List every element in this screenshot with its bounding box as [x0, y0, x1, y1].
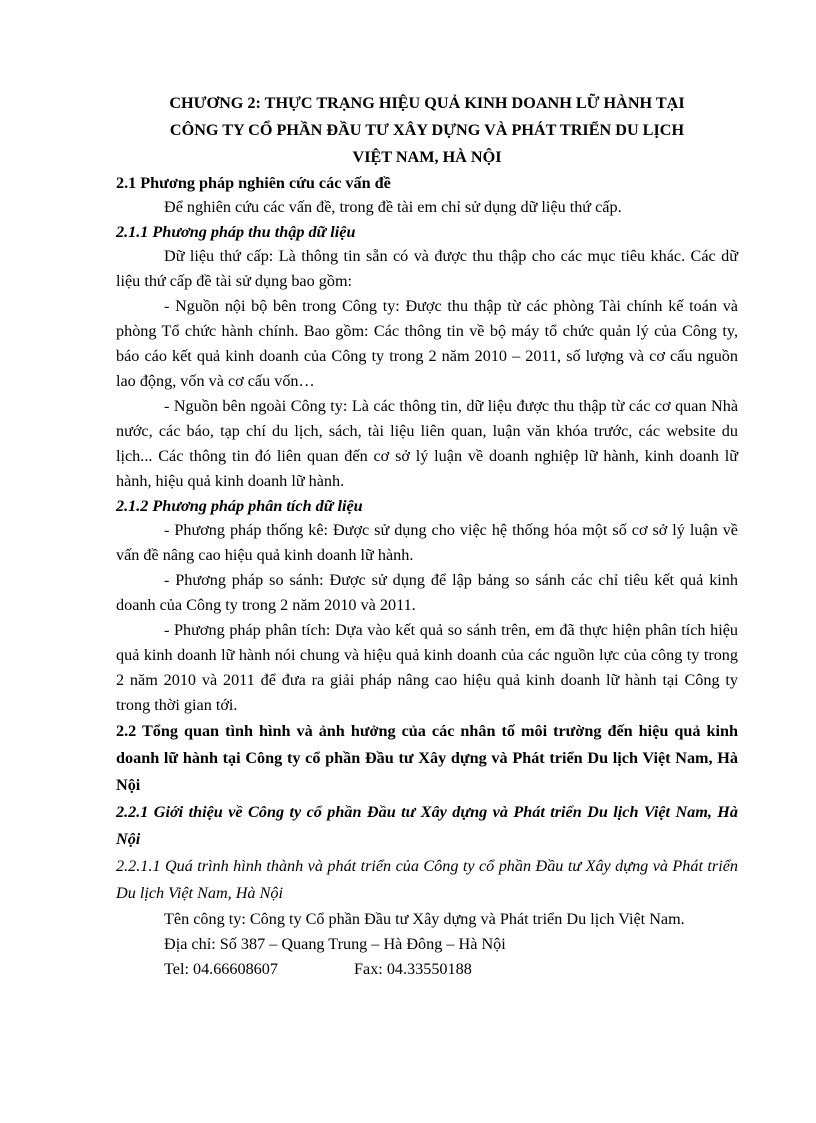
section-2-1-2-paragraph-2: - Phương pháp so sánh: Được sử dụng để lập bảng so sánh các chỉ tiêu kết quả kinh doanh của Công ty trong 2 năm 2010 và 2011.: [116, 571, 738, 614]
company-fax: Fax: 04.33550188: [354, 960, 472, 978]
section-2-1-2-heading: 2.1.2 Phương pháp phân tích dữ liệu: [116, 497, 363, 515]
section-2-2-1-1-heading: 2.2.1.1 Quá trình hình thành và phát triển của Công ty cổ phần Đầu tư Xây dựng và Phát triển Du lịch Việt Nam, Hà Nội: [116, 857, 738, 902]
section-2-2-heading: 2.2 Tổng quan tình hình và ảnh hưởng của các nhân tố môi trường đến hiệu quả kinh doanh lữ hành tại Công ty cổ phần Đầu tư Xây dựng và Phát triển Du lịch Việt Nam, Hà Nội: [116, 722, 738, 794]
company-name-line: Tên công ty: Công ty Cổ phần Đầu tư Xây dựng và Phát triển Du lịch Việt Nam.: [164, 910, 685, 928]
section-2-1-2-paragraph-1: - Phương pháp thống kê: Được sử dụng cho việc hệ thống hóa một số cơ sở lý luận về vấn đề nâng cao hiệu quả kinh doanh lữ hành.: [116, 521, 738, 564]
section-2-1-intro: Để nghiên cứu các vấn đề, trong đề tài em chỉ sử dụng dữ liệu thứ cấp.: [164, 198, 622, 216]
section-2-1-heading: 2.1 Phương pháp nghiên cứu các vấn đề: [116, 174, 391, 192]
company-tel: Tel: 04.66608607: [164, 960, 278, 978]
chapter-title-line-1: CHƯƠNG 2: THỰC TRẠNG HIỆU QUẢ KINH DOANH LỮ HÀNH TẠI: [169, 94, 685, 112]
section-2-1-1-paragraph-2: - Nguồn nội bộ bên trong Công ty: Được thu thập từ các phòng Tài chính kế toán và phòng Tổ chức hành chính. Bao gồm: Các thông tin về bộ máy tổ chức quản lý của Công ty, báo cáo kết quả kinh doanh của Công ty trong 2 năm 2010 – 2011, số lượng và cơ cấu nguồn lao động, vốn và cơ cấu vốn…: [116, 297, 738, 390]
document-page: [116, 90, 738, 982]
chapter-title-line-2: CÔNG TY CỔ PHẦN ĐẦU TƯ XÂY DỰNG VÀ PHÁT TRIỂN DU LỊCH: [169, 121, 685, 139]
section-2-2-1-heading: 2.2.1 Giới thiệu về Công ty cổ phần Đầu tư Xây dựng và Phát triển Du lịch Việt Nam, Hà Nội: [116, 803, 738, 848]
chapter-title: [116, 90, 738, 171]
section-2-1-1-heading: 2.1.1 Phương pháp thu thập dữ liệu: [116, 223, 356, 241]
company-address-line: Địa chỉ: Số 387 – Quang Trung – Hà Đông – Hà Nội: [164, 935, 506, 953]
chapter-title-line-3: VIỆT NAM, HÀ NỘI: [352, 148, 502, 166]
section-2-1-2-paragraph-3: - Phương pháp phân tích: Dựa vào kết quả so sánh trên, em đã thực hiện phân tích hiệu quả kinh doanh lữ hành nói chung và hiệu quả kinh doanh của các nguồn lực của công ty trong 2 năm 2010 và 2011 để đưa ra giải pháp nâng cao hiệu quả kinh doanh lữ hành tại Công ty trong thời gian tới.: [116, 621, 738, 714]
section-2-1-1-paragraph-3: - Nguồn bên ngoài Công ty: Là các thông tin, dữ liệu được thu thập từ các cơ quan Nhà nước, các báo, tạp chí du lịch, sách, tài liệu liên quan, luận văn khóa trước, các website du lịch... Các thông tin đó liên quan đến cơ sở lý luận về doanh nghiệp lữ hành, kinh doanh lữ hành, hiệu quả kinh doanh lữ hành.: [116, 397, 738, 490]
company-contact-line: [116, 957, 738, 982]
section-2-1-1-paragraph-1: Dữ liệu thứ cấp: Là thông tin sẵn có và được thu thập cho các mục tiêu khác. Các dữ liệu thứ cấp đề tài sử dụng bao gồm:: [116, 247, 738, 290]
